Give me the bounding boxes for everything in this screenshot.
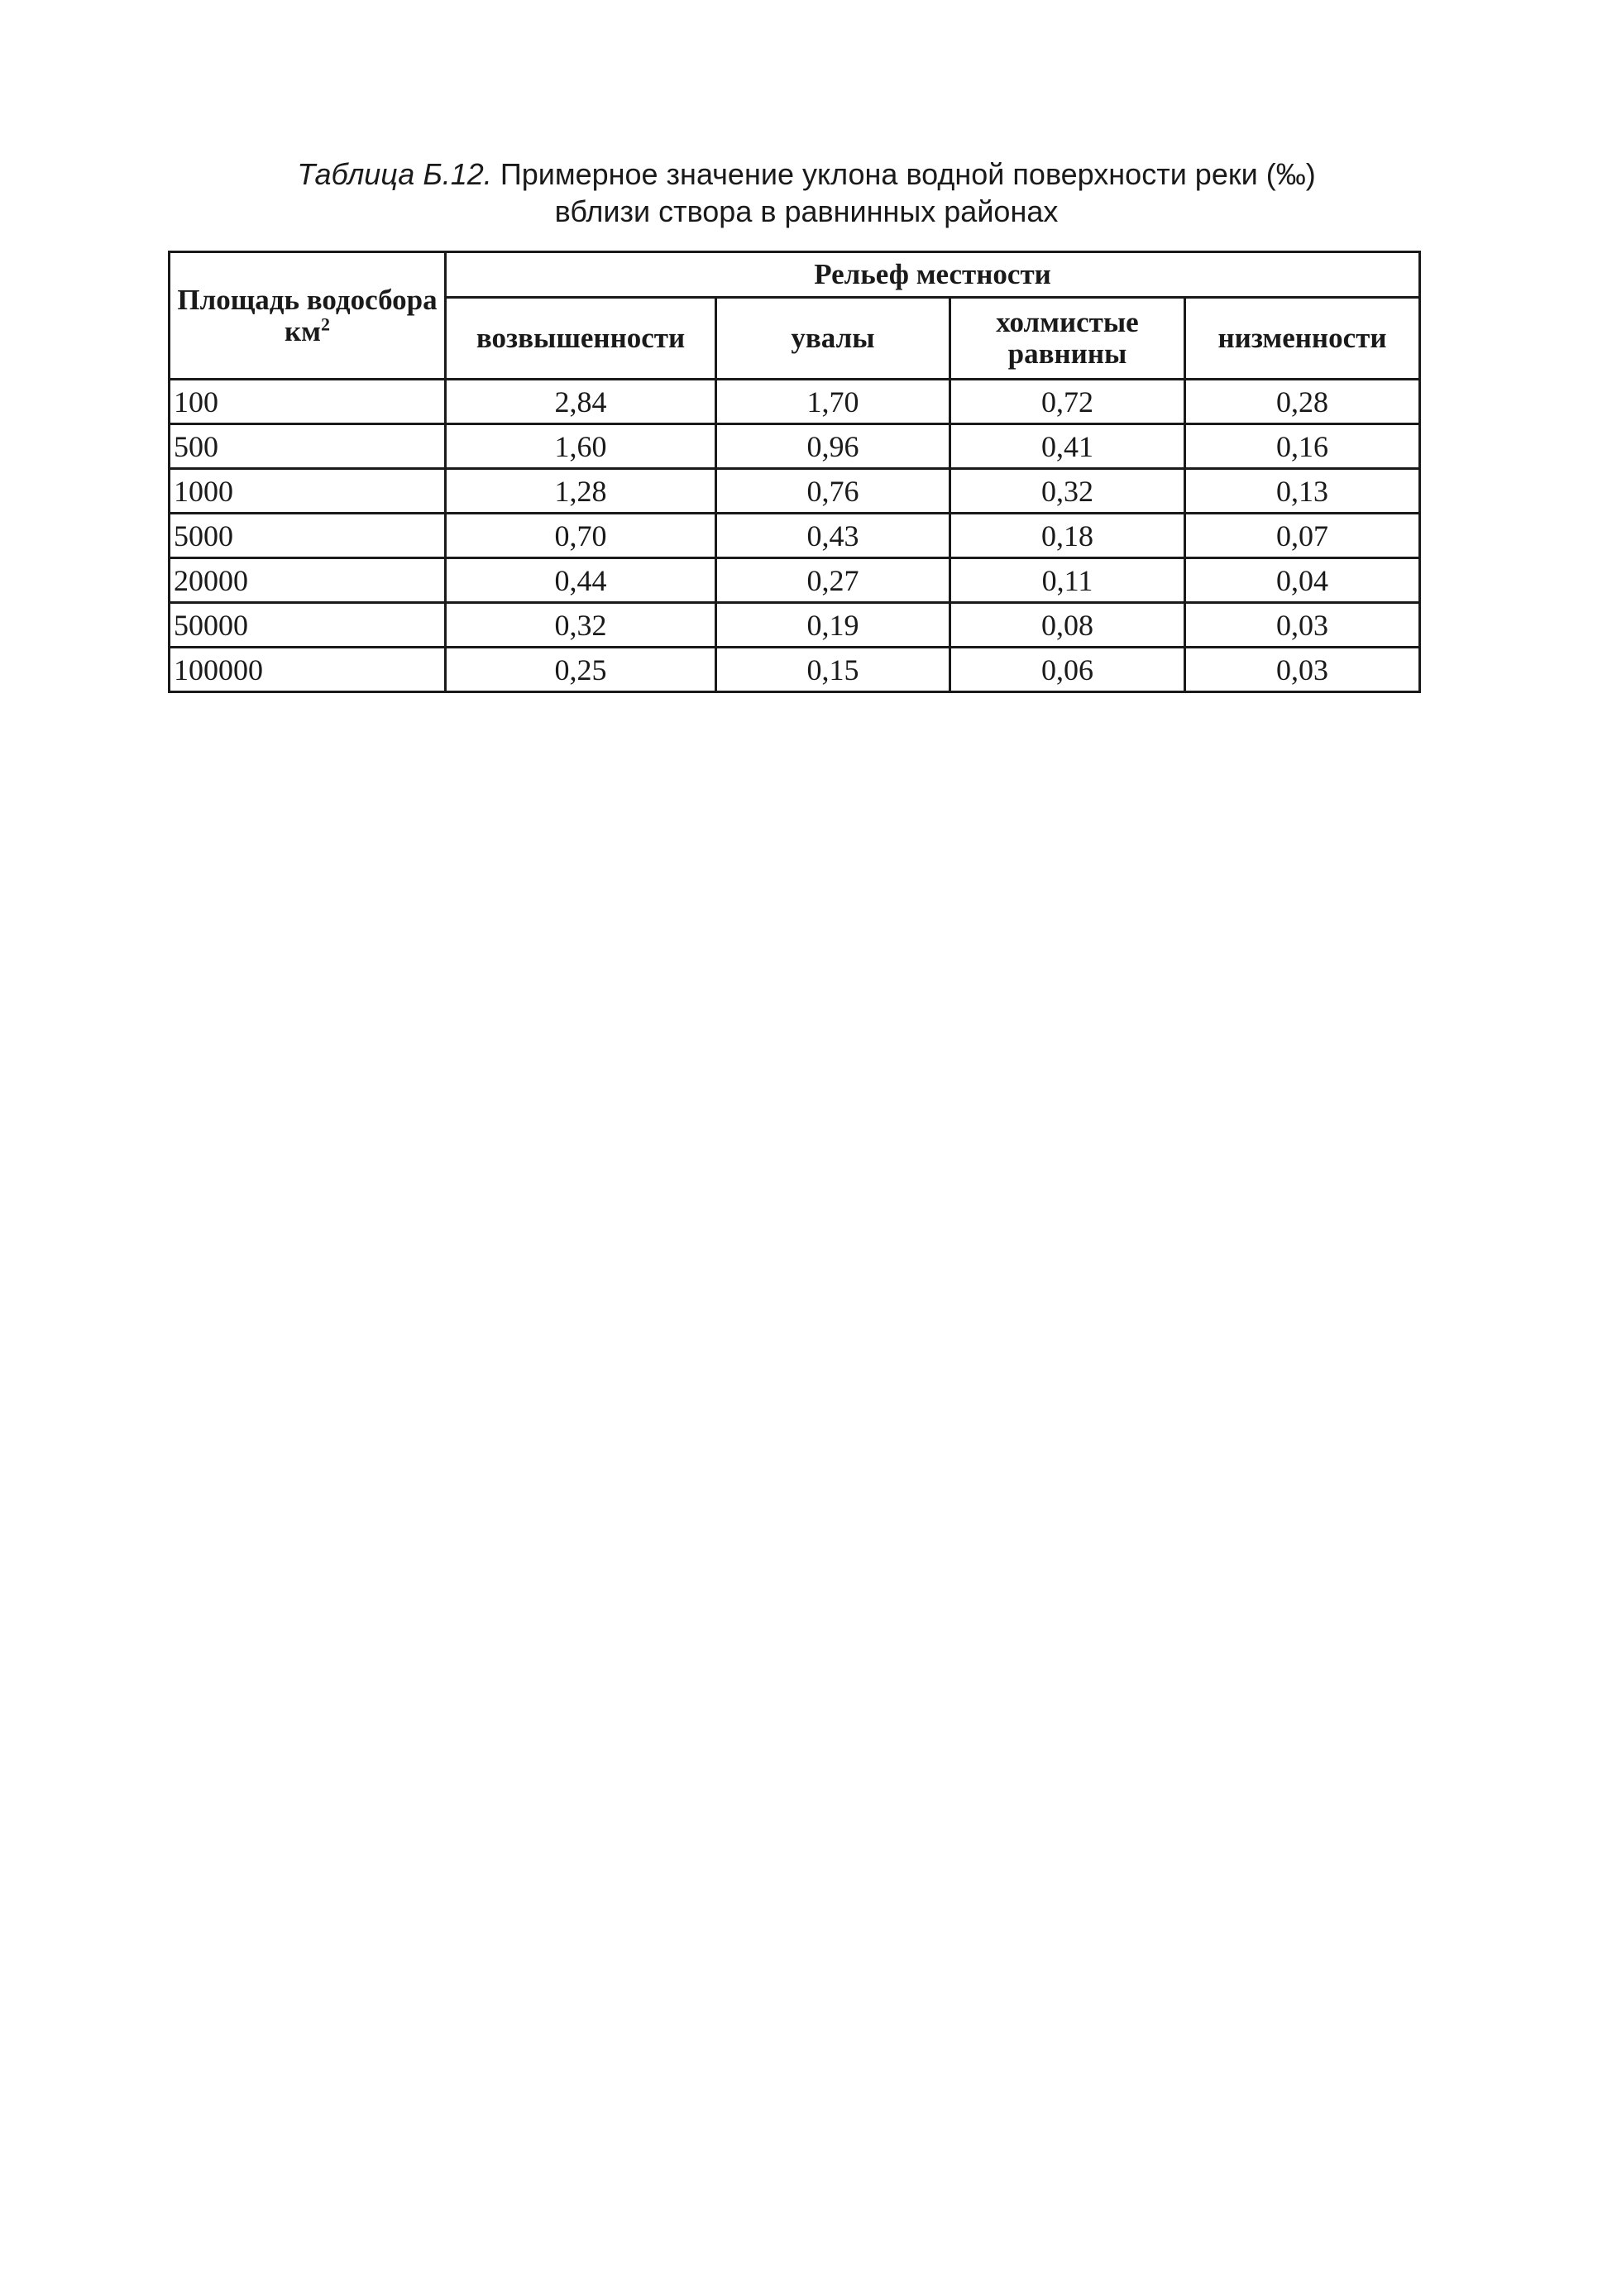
value-cell: 2,84 xyxy=(446,380,716,424)
value-cell: 0,43 xyxy=(716,514,950,558)
column-header-ridges: увалы xyxy=(716,298,950,380)
value-cell: 1,70 xyxy=(716,380,950,424)
value-cell: 0,28 xyxy=(1185,380,1420,424)
value-cell: 0,19 xyxy=(716,603,950,648)
slope-table xyxy=(168,251,1421,693)
caption-text-line-2: вблизи створа в равнинных районах xyxy=(554,194,1059,228)
area-header-text: Площадь водосбора км xyxy=(177,283,438,347)
value-cell: 0,11 xyxy=(950,558,1185,603)
value-cell: 0,70 xyxy=(446,514,716,558)
value-cell: 0,32 xyxy=(950,469,1185,514)
value-cell: 0,18 xyxy=(950,514,1185,558)
column-header-hilly-plains: холмистые равнины xyxy=(950,298,1185,380)
table-row xyxy=(170,514,1420,558)
area-cell: 100 xyxy=(170,380,446,424)
area-header-superscript: 2 xyxy=(321,313,330,334)
area-cell: 50000 xyxy=(170,603,446,648)
value-cell: 0,16 xyxy=(1185,424,1420,469)
area-cell: 20000 xyxy=(170,558,446,603)
value-cell: 0,04 xyxy=(1185,558,1420,603)
value-cell: 0,32 xyxy=(446,603,716,648)
header-row-1 xyxy=(170,252,1420,298)
area-cell: 5000 xyxy=(170,514,446,558)
table-row xyxy=(170,469,1420,514)
value-cell: 0,07 xyxy=(1185,514,1420,558)
area-cell: 500 xyxy=(170,424,446,469)
table-row xyxy=(170,380,1420,424)
table-caption xyxy=(165,155,1447,230)
value-cell: 0,76 xyxy=(716,469,950,514)
relief-group-header: Рельеф местности xyxy=(446,252,1420,298)
value-cell: 0,25 xyxy=(446,648,716,692)
value-cell: 0,72 xyxy=(950,380,1185,424)
caption-line-1 xyxy=(165,155,1447,193)
column-header-uplands: возвышенности xyxy=(446,298,716,380)
table-row xyxy=(170,424,1420,469)
table-row xyxy=(170,558,1420,603)
value-cell: 1,60 xyxy=(446,424,716,469)
area-cell: 100000 xyxy=(170,648,446,692)
caption-text-line-1: Примерное значение уклона водной поверхности реки (‰) xyxy=(500,157,1316,191)
caption-label: Таблица Б.12. xyxy=(297,157,492,191)
value-cell: 1,28 xyxy=(446,469,716,514)
column-header-lowlands: низменности xyxy=(1185,298,1420,380)
area-header xyxy=(170,252,446,380)
table-row xyxy=(170,603,1420,648)
value-cell: 0,15 xyxy=(716,648,950,692)
value-cell: 0,44 xyxy=(446,558,716,603)
value-cell: 0,13 xyxy=(1185,469,1420,514)
value-cell: 0,96 xyxy=(716,424,950,469)
value-cell: 0,08 xyxy=(950,603,1185,648)
area-cell: 1000 xyxy=(170,469,446,514)
value-cell: 0,41 xyxy=(950,424,1185,469)
value-cell: 0,27 xyxy=(716,558,950,603)
value-cell: 0,03 xyxy=(1185,603,1420,648)
value-cell: 0,06 xyxy=(950,648,1185,692)
value-cell: 0,03 xyxy=(1185,648,1420,692)
table-row xyxy=(170,648,1420,692)
